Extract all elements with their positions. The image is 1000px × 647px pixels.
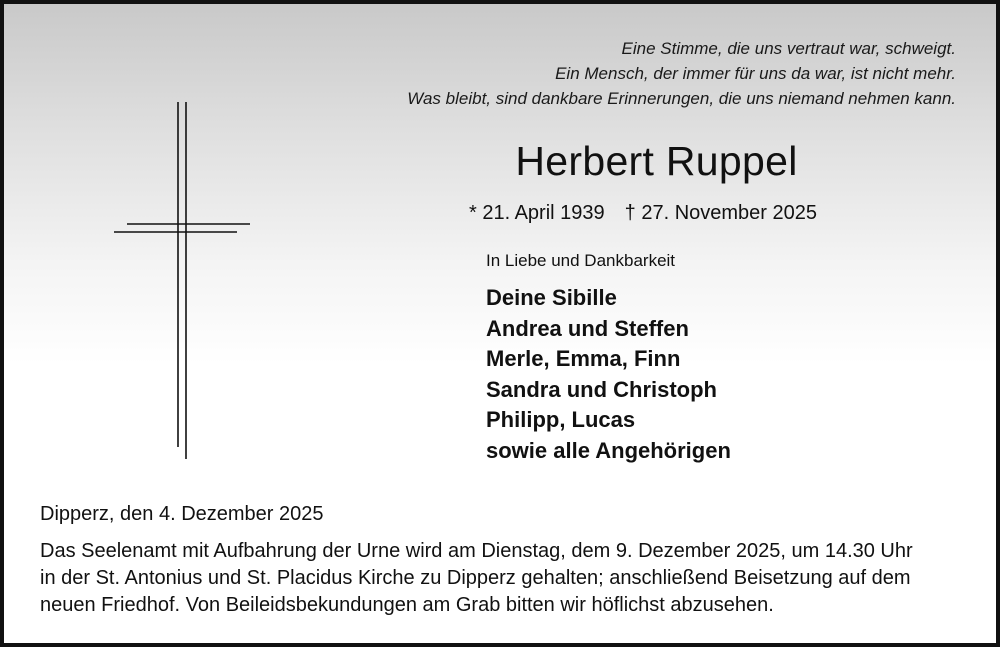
details-line: Das Seelenamt mit Aufbahrung der Urne wird am Dienstag, dem 9. Dezember 2025, um 14.30 Uhr xyxy=(40,540,913,562)
place-and-date: Dipperz, den 4. Dezember 2025 xyxy=(40,503,324,525)
details-line: neuen Friedhof. Von Beileidsbekundungen am Grab bitten wir höflichst abzusehen. xyxy=(40,594,774,616)
service-details xyxy=(40,538,970,619)
memorial-quote xyxy=(256,36,956,111)
mourner-item: Philipp, Lucas xyxy=(486,407,636,432)
details-line: in der St. Antonius und St. Placidus Kirche zu Dipperz gehalten; anschließend Beisetzung auf dem xyxy=(40,567,911,589)
quote-line: Was bleibt, sind dankbare Erinnerungen, die uns niemand nehmen kann. xyxy=(407,89,956,108)
quote-line: Ein Mensch, der immer für uns da war, ist nicht mehr. xyxy=(555,64,956,83)
deceased-name: Herbert Ruppel xyxy=(515,138,798,184)
mourner-item: Sandra und Christoph xyxy=(486,376,717,402)
birth-date: * 21. April 1939 xyxy=(469,202,605,224)
mourner-item: Andrea und Steffen xyxy=(486,315,689,341)
death-date: † 27. November 2025 xyxy=(624,202,817,224)
mourners-intro: In Liebe und Dankbarkeit xyxy=(486,251,676,270)
mourner-item: Deine Sibille xyxy=(486,285,617,310)
mourners-list xyxy=(486,283,731,466)
mourner-item: sowie alle Angehörigen xyxy=(486,437,731,463)
quote-line: Eine Stimme, die uns vertraut war, schweigt. xyxy=(621,39,956,58)
life-dates xyxy=(469,198,817,228)
mourner-item: Merle, Emma, Finn xyxy=(486,346,681,371)
